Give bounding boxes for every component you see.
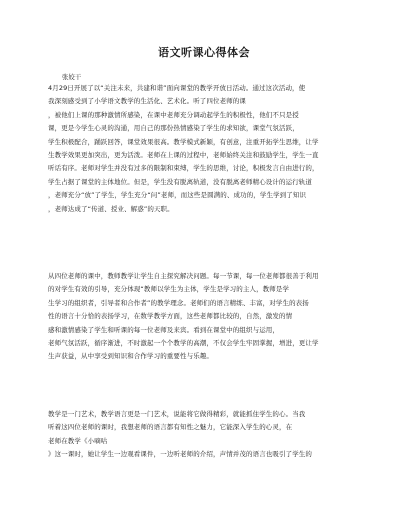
text-line: 我深刻感受到了小学语文教学的生活化、艺术化。听了四位老师的课 [48, 97, 246, 106]
text-line: ，被他们上课的那种激情所感染，在课中老师充分调动起学生的积极性，他们不只是授 [48, 110, 299, 119]
text-line: 老师在教学《小嘀咕 [48, 436, 108, 445]
text-line: 生学习的组织者，引导者和合作者”的教学理念。老师们的语言精练、丰富，对学生的表扬 [48, 298, 309, 307]
text-line: ，老师达成了“传道、授业、解惑”的天职。 [48, 204, 174, 213]
text-line: 感和激情感染了学生和听课的每一位老师及来宾。看到在课堂中的组织与运用， [48, 325, 279, 334]
text-line: 性的语言十分恰的表扬学习，在数学教学方面，这些老师都比较的，自然，激发的情 [48, 312, 293, 321]
text-line: 4月29日开展了以“关注未来，共建和谐”面向课堂的教学开放日活动。通过这次活动，使 [48, 84, 306, 92]
paragraph-1 [48, 82, 366, 216]
document-title: 语文听课心得体会 [158, 46, 250, 59]
text-line: 学生积极配合，踊跃回答，课堂效果很高。教学模式新颖，有创意，注重开拓学生思维，让学 [48, 137, 319, 146]
paragraph-3 [48, 408, 366, 462]
text-line: 生声获益，从中享受到知识和合作学习的重要性与乐趣。 [48, 352, 213, 361]
text-line: 教学是一门艺术，教学语言更是一门艺术，说能将它做得精彩，就能抓住学生的心。当我 [48, 410, 306, 418]
text-line: ，老师充分“放”了学生，学生充分“问”老师，而这些是圆满的、成功的，学生学到了知识 [48, 191, 307, 200]
text-line: 的对学生有效的引导，充分体现“教师以学生为主体，学生是学习的主人，教师是学 [48, 285, 290, 294]
author-name: 张姣干 [62, 73, 82, 81]
text-line: 学生占据了课堂的主体地位。但是，学生没有脱离轨道，没有脱离老师精心设计的运行轨道 [48, 177, 312, 186]
text-line: 从四位老师的课中，教师教学让学生自主探究解决问题。每一节课，每一位老师都很善于利用 [48, 272, 319, 280]
text-line: 生教学效果更加突出，更为活泼。老师在上课的过程中，老师始终关注和鼓励学生，学生一直 [48, 150, 319, 159]
text-line: 听着这四位老师的课时，我想老师的语言都有知性之魅力，它能深入学生的心灵，在 [48, 423, 293, 432]
text-line: 老师气氛活跃，循序渐进，不时激起一个个教学的高潮，不仅会学生牢固掌握，增进，更让学 [48, 338, 319, 347]
text-line: 》这一课时，她让学生一边观看课件，一边听老师的介绍，声情并茂的语言也吸引了学生的 [48, 450, 312, 459]
text-line: 课，更是今学生心灵的沟通，用自己的那份热情感染了学生的求知欲，课堂气氛活跃， [48, 124, 299, 133]
text-line: 听话有序。老师对学生并没有过多的限制和束缚，学生的思维，讨论，积极发言自由进行的， [48, 164, 319, 173]
paragraph-2 [48, 270, 366, 364]
